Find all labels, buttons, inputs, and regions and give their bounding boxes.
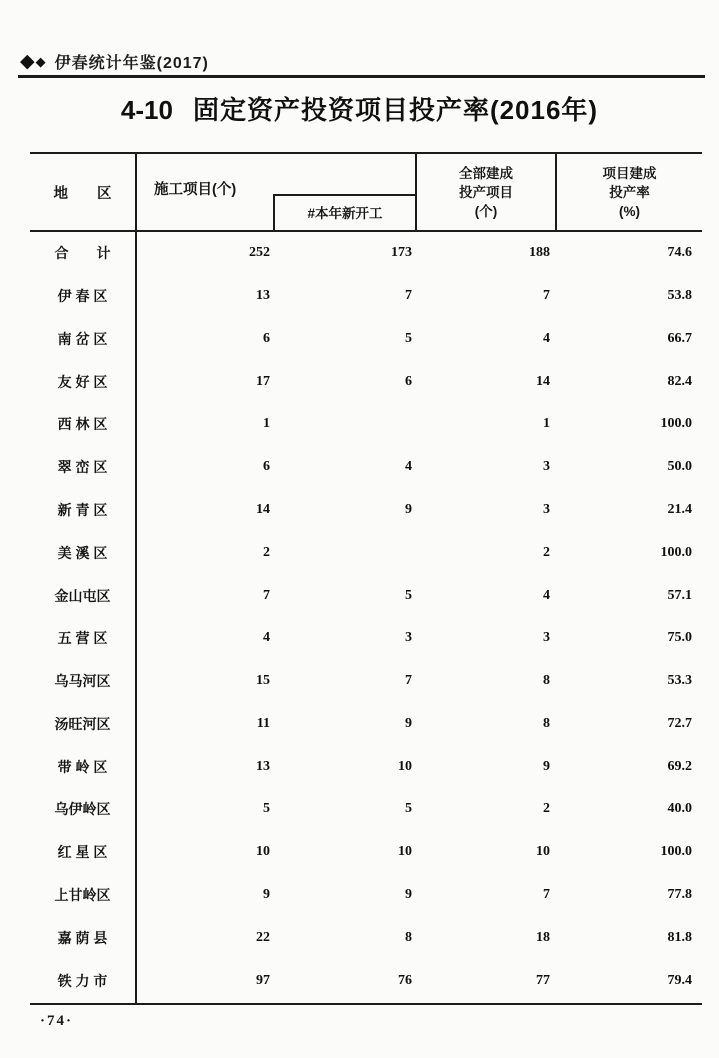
region-cell: 伊 春 区 <box>57 288 108 305</box>
new-started-cell: 7 <box>405 288 412 304</box>
diamond-icon-small: ◆ <box>35 53 46 69</box>
completed-cell: 3 <box>543 502 550 518</box>
new-started-cell: 9 <box>405 887 412 903</box>
region-cell: 南 岔 区 <box>57 330 108 347</box>
table-row <box>30 531 702 574</box>
rate-cell: 21.4 <box>667 502 692 518</box>
construction-cell: 13 <box>256 288 270 304</box>
construction-cell: 5 <box>263 801 270 817</box>
table-row <box>30 360 702 403</box>
new-started-cell: 76 <box>398 972 412 988</box>
table-title <box>0 90 719 127</box>
rate-cell: 40.0 <box>667 801 692 817</box>
region-cell: 合 计 <box>54 245 111 262</box>
construction-cell: 9 <box>263 887 270 903</box>
completed-cell: 9 <box>543 758 550 774</box>
header-region: 地 区 <box>53 185 112 202</box>
construction-cell: 10 <box>256 844 270 860</box>
table-title-text: 固定资产投资项目投产率(2016年) <box>192 95 599 125</box>
diamond-icon: ◆ <box>20 50 35 72</box>
new-started-cell: 8 <box>405 929 412 945</box>
completed-cell: 2 <box>543 544 550 560</box>
completed-cell: 14 <box>536 373 550 389</box>
table-row <box>30 703 702 746</box>
construction-cell: 6 <box>263 330 270 346</box>
table-number: 4-10 <box>120 95 173 125</box>
new-started-cell: 5 <box>405 587 412 603</box>
table-row <box>30 617 702 660</box>
new-started-cell: 10 <box>398 844 412 860</box>
region-cell: 嘉 荫 县 <box>57 929 108 946</box>
table-row <box>30 574 702 617</box>
region-cell: 铁 力 市 <box>57 972 108 989</box>
table-row <box>30 874 702 917</box>
completed-cell: 4 <box>543 330 550 346</box>
completed-cell: 77 <box>536 972 550 988</box>
region-cell: 美 溪 区 <box>57 544 108 561</box>
rate-cell: 81.8 <box>667 929 692 945</box>
completed-cell: 4 <box>543 587 550 603</box>
header-rule <box>18 75 705 78</box>
new-started-cell: 5 <box>405 330 412 346</box>
construction-cell: 6 <box>263 459 270 475</box>
new-started-cell: 9 <box>405 715 412 731</box>
new-started-cell: 7 <box>405 673 412 689</box>
table-row <box>30 275 702 318</box>
completed-cell: 7 <box>543 887 550 903</box>
table-row <box>30 959 702 1002</box>
completed-cell: 2 <box>543 801 550 817</box>
completed-cell: 1 <box>543 416 550 432</box>
region-cell: 友 好 区 <box>57 373 108 390</box>
new-started-cell: 3 <box>405 630 412 646</box>
rate-cell: 57.1 <box>667 587 692 603</box>
rate-cell: 53.8 <box>667 288 692 304</box>
completed-cell: 7 <box>543 288 550 304</box>
page-header <box>20 49 209 73</box>
new-started-cell: 10 <box>398 758 412 774</box>
table-header <box>30 154 702 232</box>
rate-cell: 53.3 <box>667 673 692 689</box>
table-row <box>30 788 702 831</box>
table-row <box>30 660 702 703</box>
rate-cell: 79.4 <box>667 972 692 988</box>
rate-cell: 82.4 <box>667 373 692 389</box>
construction-cell: 14 <box>256 502 270 518</box>
region-cell: 西 林 区 <box>57 416 108 433</box>
region-cell: 红 星 区 <box>57 844 108 861</box>
rate-cell: 100.0 <box>660 416 692 432</box>
rate-cell: 72.7 <box>667 715 692 731</box>
header-construction-projects: 施工项目(个) <box>154 182 237 198</box>
table-row <box>30 232 702 275</box>
completed-cell: 8 <box>543 673 550 689</box>
table-row <box>30 489 702 532</box>
table-row <box>30 446 702 489</box>
construction-cell: 1 <box>263 416 270 432</box>
yearbook-name: 伊春统计年鉴(2017) <box>54 54 209 72</box>
rate-cell: 77.8 <box>667 887 692 903</box>
header-completion-rate <box>557 154 702 230</box>
region-cell: 汤旺河区 <box>54 715 111 732</box>
region-cell: 带 岭 区 <box>57 758 108 775</box>
construction-cell: 7 <box>263 587 270 603</box>
rate-cell: 100.0 <box>660 844 692 860</box>
header-completed-line2: 投产项目 <box>459 184 513 200</box>
header-completed-line3: (个) <box>474 203 498 219</box>
header-rate-line3: (%) <box>619 203 640 219</box>
table-row <box>30 916 702 959</box>
construction-cell: 4 <box>263 630 270 646</box>
new-started-cell: 173 <box>391 245 412 261</box>
region-cell: 翠 峦 区 <box>57 459 108 476</box>
completed-cell: 10 <box>536 844 550 860</box>
table-body <box>30 232 702 1002</box>
region-cell: 上甘岭区 <box>54 887 111 904</box>
completed-cell: 18 <box>536 929 550 945</box>
construction-cell: 17 <box>256 373 270 389</box>
construction-cell: 252 <box>249 245 270 261</box>
statistics-table <box>30 152 702 1005</box>
rate-cell: 66.7 <box>667 330 692 346</box>
table-row <box>30 318 702 361</box>
completed-cell: 3 <box>543 630 550 646</box>
construction-cell: 22 <box>256 929 270 945</box>
construction-cell: 13 <box>256 758 270 774</box>
new-started-cell: 6 <box>405 373 412 389</box>
region-cell: 乌伊岭区 <box>54 801 111 818</box>
header-completed-line1: 全部建成 <box>459 165 513 181</box>
construction-cell: 11 <box>256 715 270 731</box>
region-cell: 五 营 区 <box>57 630 108 647</box>
rate-cell: 75.0 <box>667 630 692 646</box>
table-row <box>30 745 702 788</box>
header-rate-line1: 项目建成 <box>602 165 657 181</box>
header-completed-projects <box>417 154 555 230</box>
rate-cell: 74.6 <box>667 245 692 261</box>
table-row <box>30 403 702 446</box>
header-newly-started: #本年新开工 <box>273 194 415 230</box>
new-started-cell: 5 <box>405 801 412 817</box>
region-cell: 金山屯区 <box>54 587 111 604</box>
header-rate-line2: 投产率 <box>609 184 650 200</box>
construction-cell: 15 <box>256 673 270 689</box>
region-cell: 新 青 区 <box>57 502 108 519</box>
completed-cell: 3 <box>543 459 550 475</box>
rate-cell: 100.0 <box>660 544 692 560</box>
page-number: ·74· <box>40 1013 74 1029</box>
completed-cell: 8 <box>543 715 550 731</box>
rate-cell: 69.2 <box>667 758 692 774</box>
completed-cell: 188 <box>529 245 550 261</box>
rate-cell: 50.0 <box>667 459 692 475</box>
construction-cell: 97 <box>256 972 270 988</box>
new-started-cell: 4 <box>405 459 412 475</box>
construction-cell: 2 <box>263 544 270 560</box>
region-cell: 乌马河区 <box>54 673 111 690</box>
table-row <box>30 831 702 874</box>
new-started-cell: 9 <box>405 502 412 518</box>
